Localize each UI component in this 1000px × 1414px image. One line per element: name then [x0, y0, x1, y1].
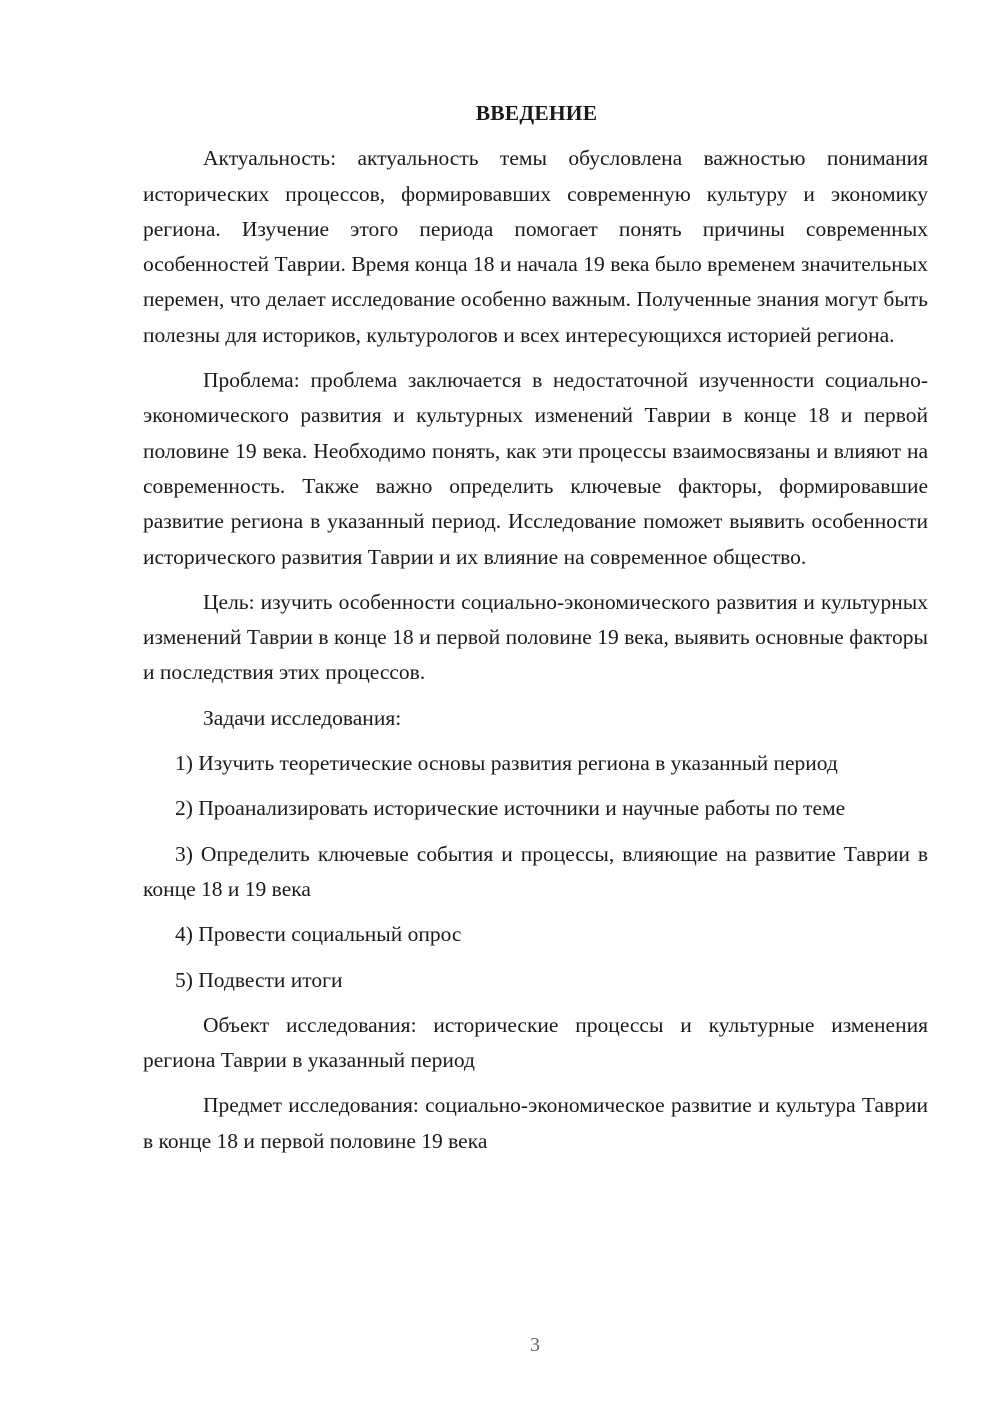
paragraph-goal: Цель: изучить особенности социально-экономического развития и культурных изменений Таврии в конце 18 и первой половине 19 века, выявить основные факторы и последствия этих процессов. — [143, 589, 928, 685]
section-title: ВВЕДЕНИЕ — [475, 101, 598, 125]
document-page — [143, 96, 928, 1169]
paragraph-problem: Проблема: проблема заключается в недостаточной изученности социально-экономического развития и культурных изменений Таврии в конце 18 и первой половине 19 века. Необходимо понять, как эти процессы взаимосвязаны и влияют на современность. Также важно определить ключевые факторы, формировавшие развитие региона в указанный период. Исследование поможет выявить особенности исторического развития Таврии и их влияние на современное общество. — [143, 368, 928, 569]
task-item-3: 3) Определить ключевые события и процессы, влияющие на развитие Таврии в конце 18 и 19 века — [143, 841, 928, 901]
task-item-2: 2) Проанализировать исторические источники и научные работы по теме — [175, 796, 846, 821]
task-item-5: 5) Подвести итоги — [175, 967, 343, 992]
paragraph-object: Объект исследования: исторические процессы и культурные изменения региона Таврии в указанный период — [143, 1012, 928, 1073]
paragraph-tasks-heading: Задачи исследования: — [203, 705, 402, 730]
task-item-1: 1) Изучить теоретические основы развития региона в указанный период — [175, 751, 838, 776]
page-number: 3 — [530, 1334, 540, 1356]
paragraph-subject: Предмет исследования: социально-экономическое развитие и культура Таврии в конце 18 и первой половине 19 века — [143, 1093, 928, 1153]
paragraph-relevance: Актуальность: актуальность темы обусловлена важностью понимания исторических процессов, формировавших современную культуру и экономику региона. Изучение этого периода помогает понять причины современных особенностей Таврии. Время конца 18 и начала 19 века было временем значительных перемен, что делает исследование особенно важным. Полученные знания могут быть полезны для историков, культурологов и всех интересующихся историей региона. — [143, 146, 928, 347]
task-item-4: 4) Провести социальный опрос — [175, 922, 462, 947]
